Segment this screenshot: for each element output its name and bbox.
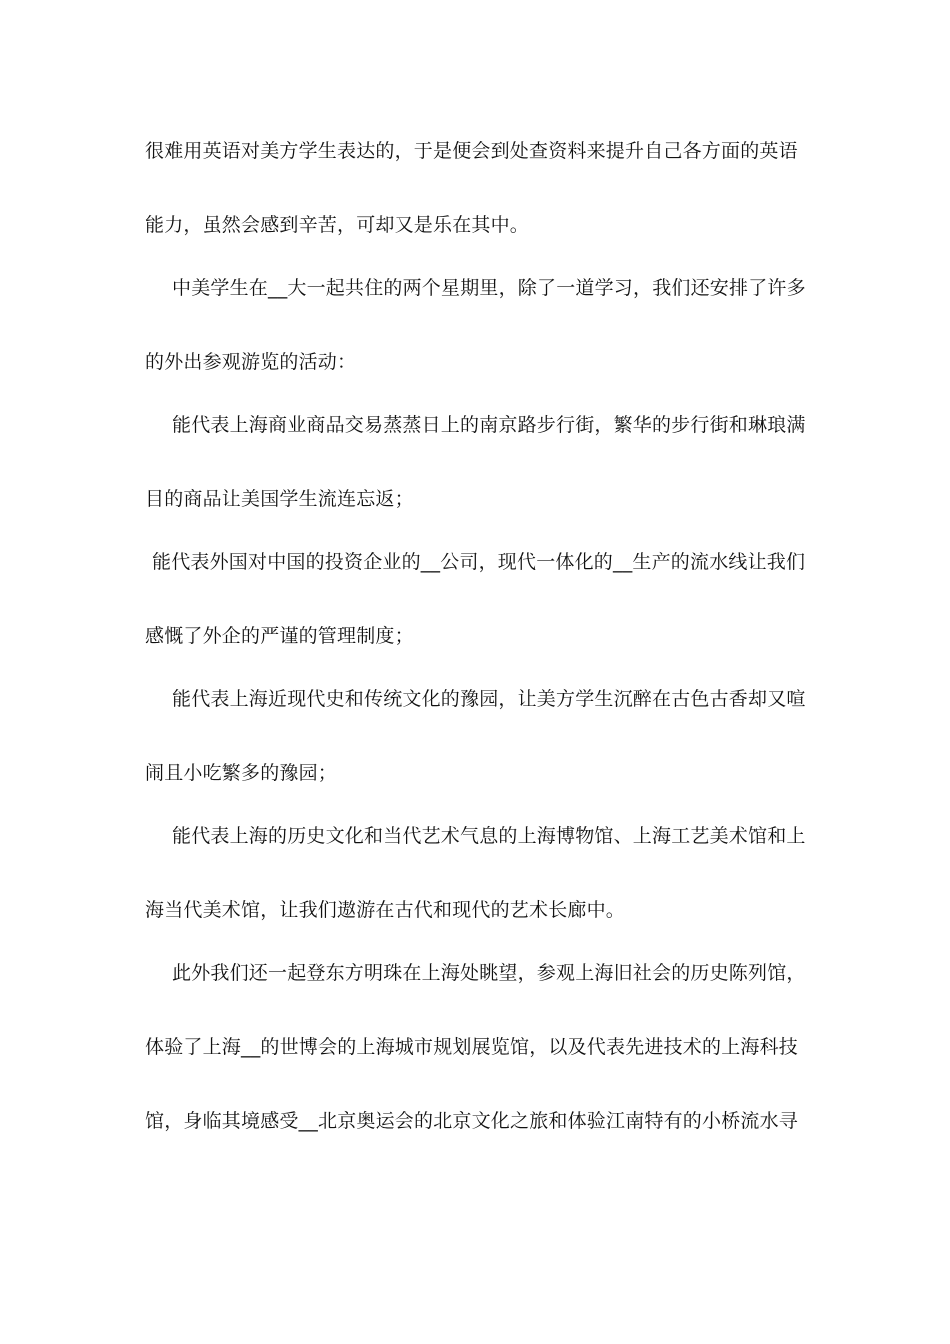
text-line-6: 目的商品让美国学生流连忘返； [145,488,414,510]
text-line-2: 能力，虽然会感到辛苦，可却又是乐在其中。 [145,214,530,236]
text-line-13: 此外我们还一起登东方明珠在上海处眺望，参观上海旧社会的历史陈列馆， [172,962,806,984]
text-line-4: 的外出参观游览的活动： [145,351,357,373]
text-line-11: 能代表上海的历史文化和当代艺术气息的上海博物馆、上海工艺美术馆和上 [172,825,806,847]
text-line-1: 很难用英语对美方学生表达的，于是便会到处查资料来提升自己各方面的英语 [145,140,798,162]
text-line-12: 海当代美术馆，让我们遨游在古代和现代的艺术长廊中。 [145,899,626,921]
text-line-15: 馆，身临其境感受__北京奥运会的北京文化之旅和体验江南特有的小桥流水寻 [145,1110,799,1132]
text-line-7: 能代表外国对中国的投资企业的__公司，现代一体化的__生产的流水线让我们 [152,551,806,573]
text-line-8: 感慨了外企的严谨的管理制度； [145,625,414,647]
text-line-3: 中美学生在__大一起共住的两个星期里，除了一道学习，我们还安排了许多 [172,277,806,299]
text-line-9: 能代表上海近现代史和传统文化的豫园，让美方学生沉醉在古色古香却又喧 [172,688,806,710]
text-line-10: 闹且小吃繁多的豫园； [145,762,338,784]
text-line-14: 体验了上海__的世博会的上海城市规划展览馆，以及代表先进技术的上海科技 [145,1036,799,1058]
text-line-5: 能代表上海商业商品交易蒸蒸日上的南京路步行街，繁华的步行街和琳琅满 [172,414,806,436]
